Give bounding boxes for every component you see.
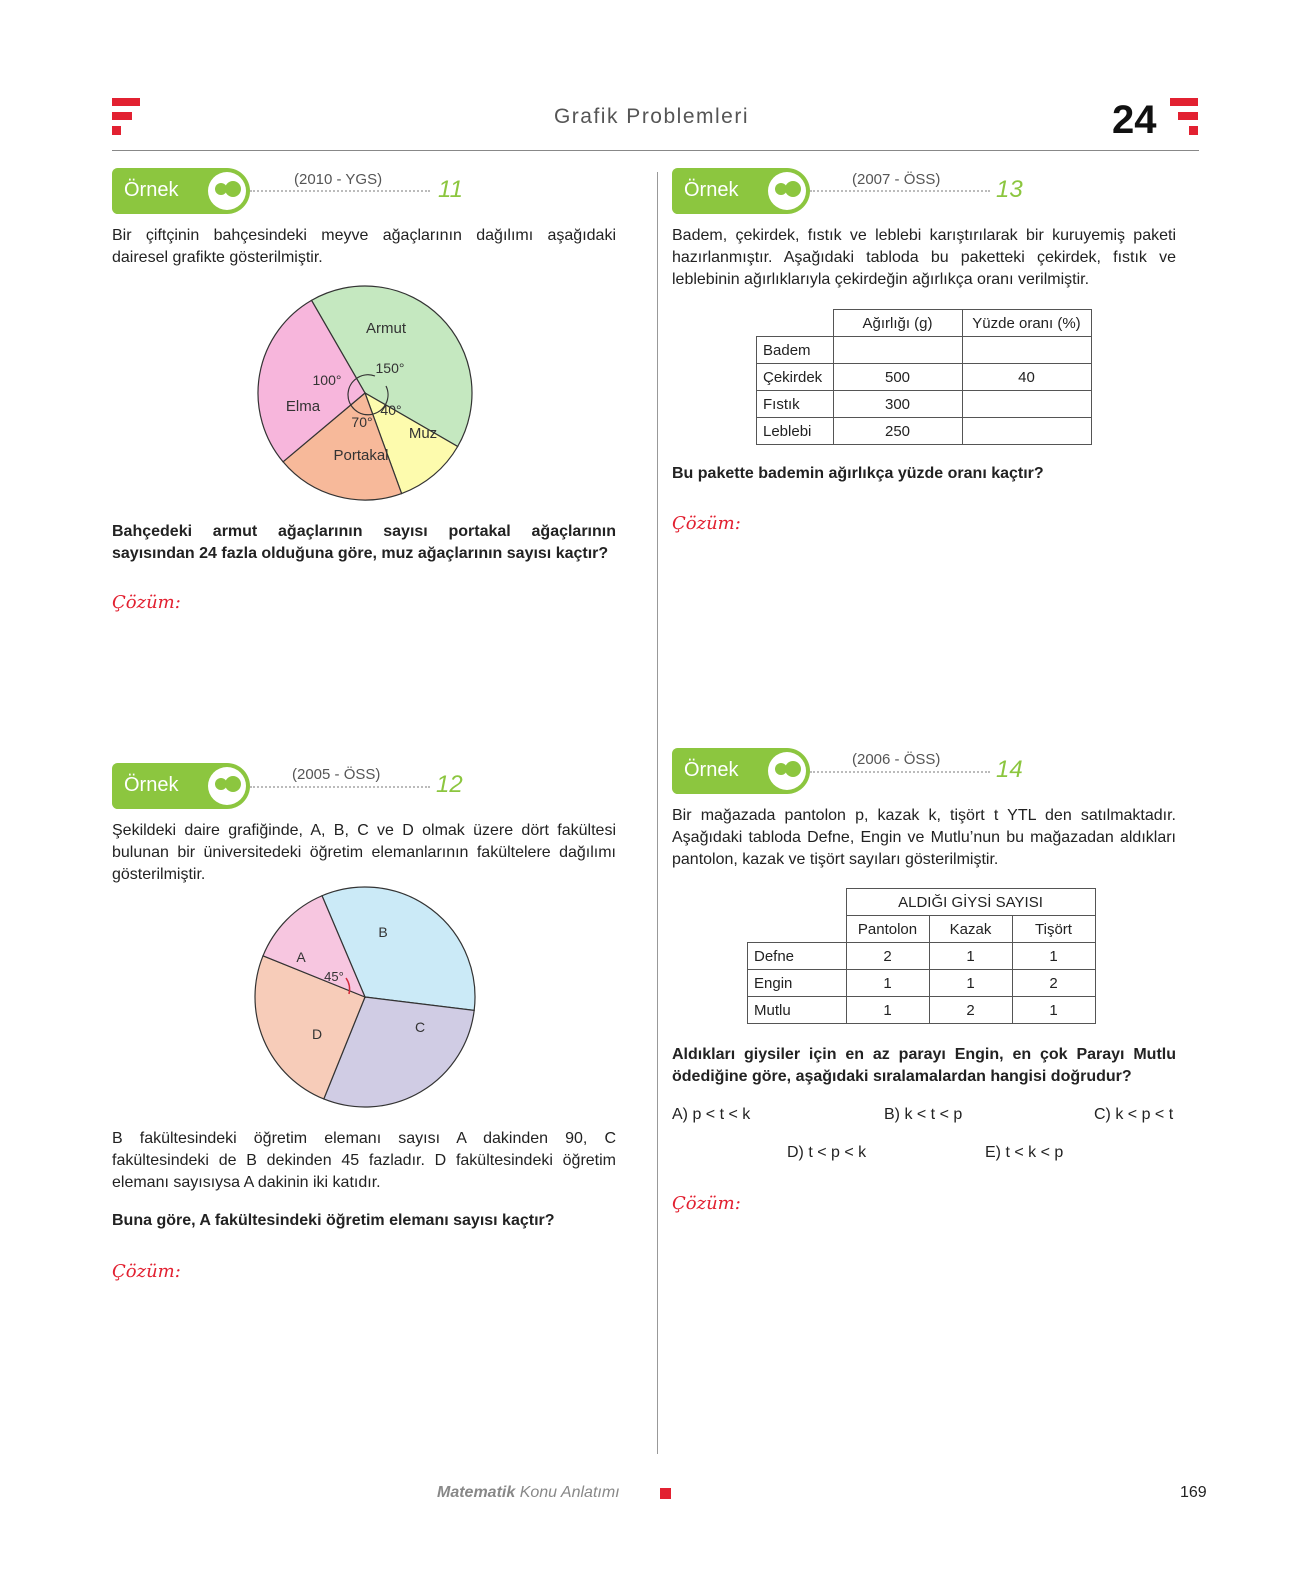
- option-a: A) p < t < k: [672, 1106, 751, 1123]
- angle-a: 45°: [324, 969, 344, 984]
- solution-label: Çözüm:: [672, 513, 741, 534]
- example-text-2: B fakültesindeki öğretim elemanı sayısı A dakinden 90, C fakültesindeki de B dekinden 45 fazladır. D fakültesindeki öğretim elemanı sayısıysa A dakinin iki katıdır.: [112, 1130, 616, 1191]
- dotted-leader: [810, 190, 990, 192]
- example-year: (2006 - ÖSS): [852, 751, 941, 768]
- example-year: (2005 - ÖSS): [292, 766, 381, 783]
- group-header: ALDIĞI GİYSİ SAYISI: [846, 889, 1095, 916]
- angle-muz: 40°: [380, 402, 402, 418]
- option-d: D) t < p < k: [787, 1144, 867, 1161]
- example-number: 13: [996, 176, 1023, 203]
- label-muz: Muz: [408, 425, 438, 442]
- column-divider: [657, 172, 658, 1454]
- solution-label: Çözüm:: [112, 1261, 181, 1282]
- example-badge: Örnek: [112, 763, 250, 809]
- page-title: Grafik Problemleri: [553, 105, 750, 128]
- example-text: Şekildeki daire grafiğinde, A, B, C ve D olmak üzere dört fakültesi bulunan bir üniversitedeki öğretim elemanlarının fakültelere dağılımı gösterilmiştir.: [112, 822, 616, 883]
- page-number: 169: [1180, 1484, 1207, 1501]
- label-elma: Elma: [285, 398, 321, 415]
- col-header: Yüzde oranı (%): [962, 310, 1091, 337]
- label-d: D: [311, 1026, 323, 1042]
- example-question: Buna göre, A fakültesindeki öğretim elemanı sayısı kaçtır?: [112, 1212, 555, 1229]
- clothing-table: [747, 888, 1096, 1024]
- chat-icon: [768, 752, 806, 790]
- example-year: (2007 - ÖSS): [852, 171, 941, 188]
- example-question: Bu pakette bademin ağırlıkça yüzde oranı kaçtır?: [672, 465, 1044, 482]
- chapter-number: 24: [1112, 98, 1157, 142]
- label-c: C: [414, 1019, 426, 1035]
- angle-portakal: 70°: [351, 414, 373, 430]
- table-row: Badem: [757, 337, 1092, 364]
- table-row: Mutlu 1 2 1: [748, 997, 1096, 1024]
- angle-elma: 100°: [312, 372, 342, 388]
- footer-marker: [660, 1488, 671, 1499]
- header-divider: [112, 150, 1199, 151]
- solution-label: Çözüm:: [672, 1193, 741, 1214]
- col-header: Ağırlığı (g): [833, 310, 962, 337]
- option-e: E) t < k < p: [985, 1144, 1064, 1161]
- footer-book-title: Matematik Konu Anlatımı: [437, 1484, 620, 1501]
- label-portakal: Portakal: [333, 447, 389, 464]
- example-badge: Örnek: [672, 168, 810, 214]
- angle-armut: 150°: [375, 360, 405, 376]
- table-row: Engin 1 1 2: [748, 970, 1096, 997]
- example-text: Bir mağazada pantolon p, kazak k, tişört t YTL den satılmaktadır. Aşağıdaki tabloda Defne, Engin ve Mutlu’nun bu mağazadan aldıkları pantolon, kazak ve tişört sayıları gösterilmiştir.: [672, 807, 1176, 868]
- weight-table: [756, 309, 1092, 445]
- col-header: Tişört: [1012, 916, 1095, 943]
- pie-chart-fruit: [250, 278, 480, 508]
- solution-label: Çözüm:: [112, 592, 181, 613]
- col-header: Pantolon: [846, 916, 929, 943]
- example-question: Bahçedeki armut ağaçlarının sayısı portakal ağaçlarının sayısından 24 fazla olduğuna göre, muz ağaçlarının sayısı kaçtır?: [112, 523, 616, 562]
- brand-logo-right: [1170, 98, 1200, 138]
- label-armut: Armut: [365, 320, 407, 337]
- example-number: 11: [438, 176, 463, 203]
- option-b: B) k < t < p: [884, 1106, 963, 1123]
- chat-icon: [208, 172, 246, 210]
- table-row: Çekirdek 500 40: [757, 364, 1092, 391]
- chat-icon: [208, 767, 246, 805]
- example-question: Aldıkları giysiler için en az parayı Engin, en çok Parayı Mutlu ödediğine göre, aşağıdaki sıralamalardan hangisi doğrudur?: [672, 1046, 1176, 1085]
- example-badge: Örnek: [112, 168, 250, 214]
- table-row: Fıstık 300: [757, 391, 1092, 418]
- table-row: Leblebi 250: [757, 418, 1092, 445]
- table-row: Defne 2 1 1: [748, 943, 1096, 970]
- chat-icon: [768, 172, 806, 210]
- dotted-leader: [250, 786, 430, 788]
- pie-chart-faculty: [250, 882, 480, 1112]
- label-a: A: [296, 949, 306, 965]
- label-b: B: [378, 924, 388, 940]
- dotted-leader: [250, 190, 430, 192]
- dotted-leader: [810, 771, 990, 773]
- example-text: Badem, çekirdek, fıstık ve leblebi karıştırılarak bir kuruyemiş paketi hazırlanmıştır. Aşağıdaki tabloda bu paketteki çekirdek, fıstık ve leblebinin ağırlıklarıyla çekirdeğin ağırlıkça oranı verilmiştir.: [672, 227, 1176, 288]
- example-text: Bir çiftçinin bahçesindeki meyve ağaçlarının dağılımı aşağıdaki dairesel grafikte gösterilmiştir.: [112, 227, 616, 266]
- example-number: 14: [996, 756, 1023, 783]
- example-badge: Örnek: [672, 748, 810, 794]
- example-year: (2010 - YGS): [294, 171, 383, 188]
- example-number: 12: [436, 771, 463, 798]
- option-c: C) k < p < t: [1094, 1106, 1174, 1123]
- col-header: Kazak: [929, 916, 1012, 943]
